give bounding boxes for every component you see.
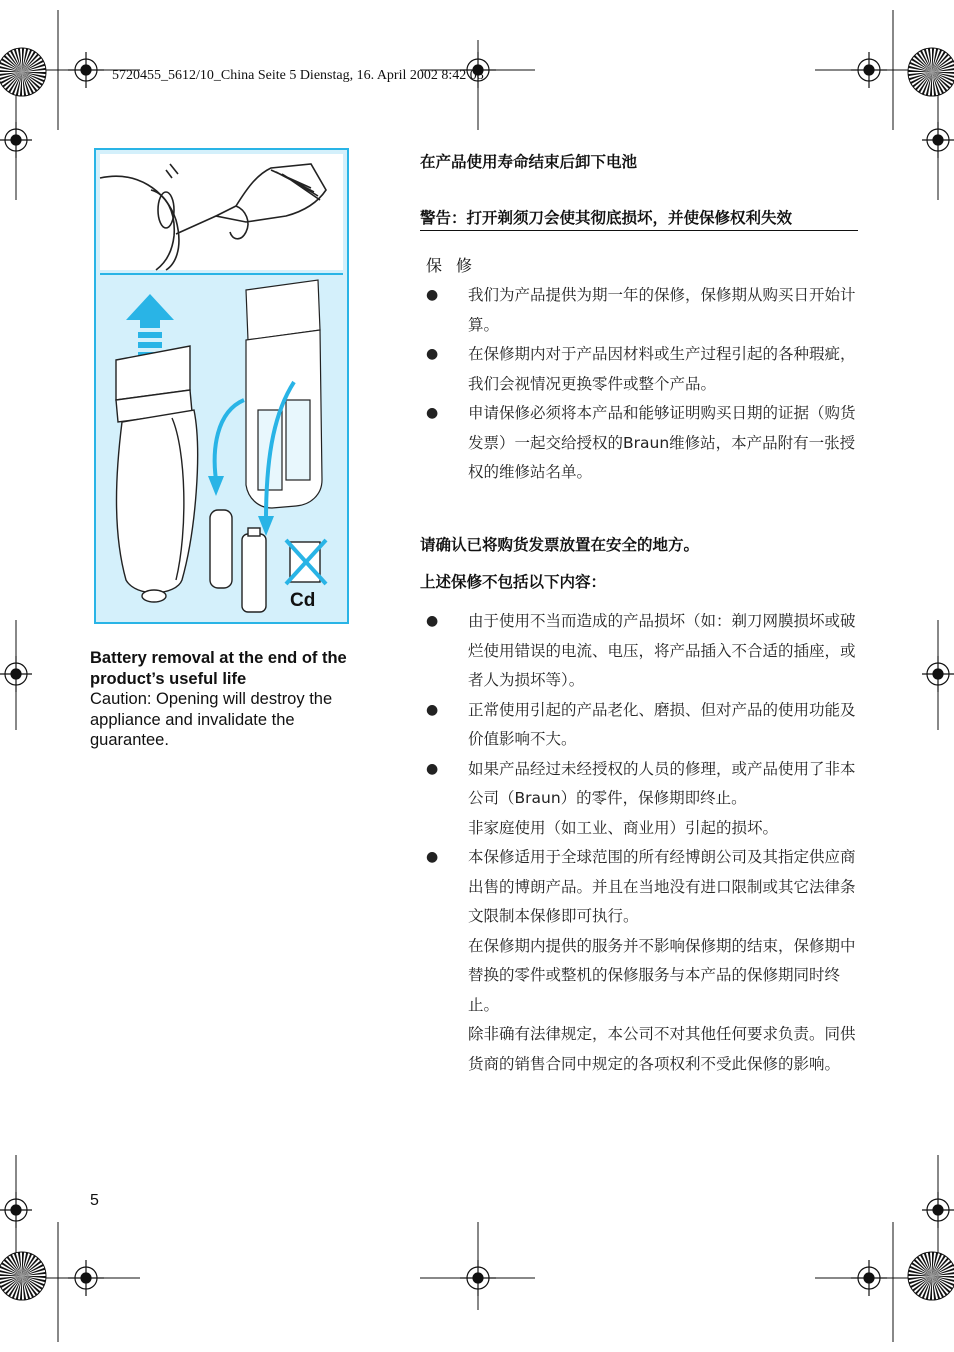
list-item-text: 如果产品经过未经授权的人员的修理，或产品使用了非本公司（Braun）的零件，保修期即终止。	[468, 759, 856, 807]
list-item	[420, 843, 860, 1079]
battery-removal-illustration	[94, 148, 349, 624]
list-item-text: 在保修期内对于产品因材料或生产过程引起的各种瑕疵，我们会视情况更换零件或整个产品。	[468, 345, 856, 393]
list-item-text: 我们为产品提供为期一年的保修，保修期从购买日开始计算。	[468, 286, 856, 334]
bullet-icon: ●	[426, 760, 439, 777]
page-number: 5	[90, 1192, 99, 1209]
cd-label: Cd	[290, 590, 316, 611]
bullet-icon: ●	[426, 701, 439, 718]
bullet-icon: ●	[426, 346, 439, 362]
registration-wheel-icon	[0, 48, 46, 96]
list-item-text: 正常使用引起的产品老化、磨损、但对产品的使用功能及价值影响不大。	[468, 700, 856, 748]
warranty-section-title: 保修	[426, 256, 487, 275]
list-item	[420, 281, 860, 340]
list-item-text: 非家庭使用（如工业、商业用）引起的损坏。	[468, 818, 779, 837]
caption-title: Battery removal at the end of the product’s useful life	[90, 649, 347, 688]
list-item-text: 本保修适用于全球范围的所有经博朗公司及其指定供应商出售的博朗产品。并且在当地没有进口限制或其它法律条文限制本保修即可执行。	[468, 848, 856, 925]
figure-caption	[90, 648, 360, 751]
registration-wheel-icon	[0, 1252, 46, 1300]
caption-body: Caution: Opening will destroy the appliance and invalidate the guarantee.	[90, 690, 333, 749]
list-item	[420, 755, 860, 844]
registration-wheel-icon	[908, 48, 954, 96]
list-item	[420, 399, 860, 488]
receipt-note: 请确认已将购货发票放置在安全的地方。	[420, 536, 700, 554]
up-arrow-icon	[126, 294, 174, 358]
shaver-body	[116, 346, 198, 602]
exclusions-title: 上述保修不包括以下内容：	[420, 573, 607, 591]
list-item-text: 除非确有法律规定，本公司不对其他任何要求负责。同供货商的销售合同中规定的各项权利不受此保修的影响。	[468, 1025, 856, 1073]
bullet-icon: ●	[426, 849, 439, 865]
battery-icons	[210, 510, 266, 612]
list-item	[420, 340, 860, 399]
warning-underline	[420, 230, 858, 231]
opened-shaver	[246, 280, 322, 508]
list-item	[420, 607, 860, 696]
registration-wheel-icon	[908, 1252, 954, 1300]
print-slug-line: 5720455_5612/10_China Seite 5 Dienstag, 16. April 2002 8:42 08	[112, 68, 484, 83]
battery-removal-heading: 在产品使用寿命结束后卸下电池	[420, 153, 638, 171]
list-item-text: 由于使用不当而造成的产品损坏（如：剃刀网膜损坏或破烂使用错误的电流、电压，将产品插入不合适的插座，或者人为损坏等）。	[468, 612, 856, 689]
bullet-icon: ●	[426, 613, 439, 629]
list-item-text: 在保修期内提供的服务并不影响保修期的结束，保修期中替换的零件或整机的保修服务与本产品的保修期同时终止。	[468, 936, 856, 1014]
exclusions-list	[420, 607, 860, 1079]
bullet-icon: ●	[426, 287, 439, 303]
bullet-icon: ●	[426, 405, 439, 421]
list-item	[420, 696, 860, 755]
crossed-out-bin-icon	[286, 540, 326, 584]
warranty-list	[420, 281, 860, 488]
list-item-text: 申请保修必须将本产品和能够证明购买日期的证据（购货发票）一起交给授权的Braun维修站，本产品附有一张授权的维修站名单。	[468, 404, 856, 481]
warning-heading: 警告：打开剃须刀会使其彻底损坏，并使保修权利失效	[420, 209, 793, 227]
